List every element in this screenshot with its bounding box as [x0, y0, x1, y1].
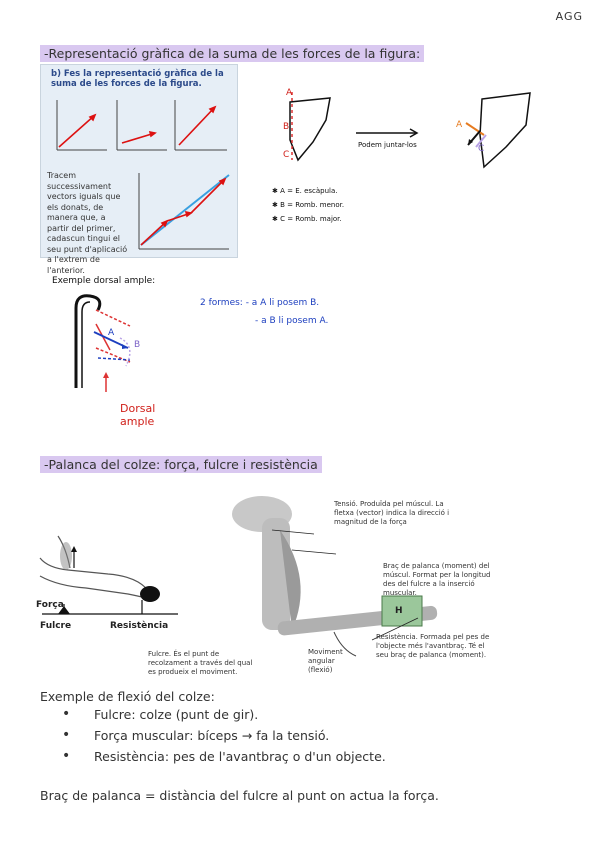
dorsal-drawing: [60, 288, 170, 398]
arm-forca-label: Força: [36, 600, 64, 610]
scapula-resultant-drawing: [440, 85, 540, 175]
author-initials: AGG: [555, 10, 583, 23]
example-title: Exemple de flexió del colze:: [40, 689, 215, 704]
anatomy-tensio-text: Tensió. Produïda pel múscul. La fletxa (vector) indica la direcció i magnitud de la força: [334, 500, 450, 526]
force-vectors-figure: [47, 95, 233, 155]
vector-sum-figure: [133, 169, 233, 255]
scapula-point-a: A: [286, 88, 293, 98]
legend-item-a: ✱ A = E. escàpula.: [272, 187, 338, 195]
arrow-caption: Podem juntar-los: [358, 141, 417, 149]
arm-resistencia-label: Resistència: [110, 621, 169, 631]
anatomy-h-label: H: [395, 606, 403, 616]
anatomy-resistencia-text: Resistència. Formada pel pes de l'objecte més l'avantbraç. Té el seu braç de palanca (moment).: [376, 633, 490, 659]
dorsal-point-b: B: [134, 340, 141, 350]
textbook-question: b) Fes la representació gràfica de la suma de les forces de la figura.: [51, 69, 224, 89]
legend-item-b: ✱ B = Romb. menor.: [272, 201, 345, 209]
dorsal-title: Exemple dorsal ample:: [52, 276, 156, 286]
section-heading-forces: -Representació gràfica de la suma de les forces de la figura:: [40, 45, 424, 62]
example-list: [60, 704, 386, 767]
textbook-explanation: Tracem successivament vectors iguals que els donats, de manera que, a partir del primer, cadascun tingui el seu punt d'aplicació a l'extrem de l'anterior.: [47, 171, 128, 275]
dorsal-forms-line-1: 2 formes: - a A li posem B.: [200, 298, 320, 308]
resultant-point-a: A: [456, 120, 463, 130]
scapula-point-b: B: [283, 122, 290, 132]
list-item: • Resistència: pes de l'avantbraç o d'un objecte.: [60, 746, 386, 767]
resultant-point-c: C: [478, 144, 485, 154]
anatomy-fulcre-text: Fulcre. És el punt de recolzament a través del qual es produeix el moviment.: [148, 650, 253, 676]
dorsal-forms-line-2: - a B li posem A.: [255, 316, 329, 326]
anatomy-brac-text: Braç de palanca (moment) del múscul. Format per la longitud des del fulcre a la inserció muscular.: [383, 562, 491, 597]
lever-arm-definition: Braç de palanca = distància del fulcre al punt on actua la força.: [40, 788, 439, 803]
list-item: • Fulcre: colze (punt de gir).: [60, 704, 386, 725]
arrow-right-icon: [354, 126, 424, 140]
legend-item-c: ✱ C = Romb. major.: [272, 215, 342, 223]
anatomy-moviment-text: Moviment angular (flexió): [308, 648, 343, 674]
scapula-point-c: C: [283, 150, 290, 160]
dorsal-label: Dorsal ample: [120, 402, 156, 428]
section-heading-lever: -Palanca del colze: força, fulcre i resistència: [40, 456, 322, 473]
list-item: • Força muscular: bíceps → fa la tensió.: [60, 725, 386, 746]
dorsal-point-a: A: [108, 328, 115, 338]
arm-fulcre-label: Fulcre: [40, 621, 72, 631]
textbook-figure: [40, 64, 238, 275]
scapula-legend: [272, 184, 344, 226]
